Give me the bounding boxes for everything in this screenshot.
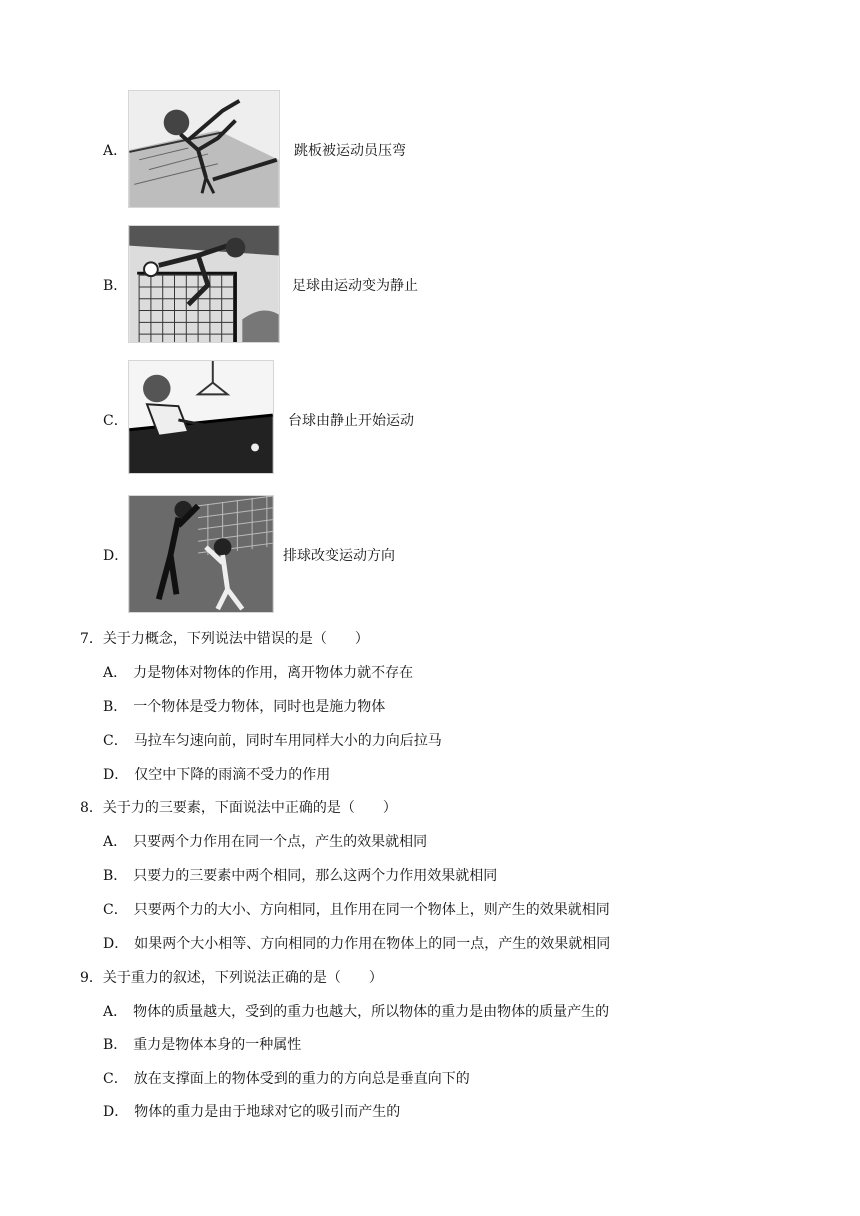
- option-letter: D．: [103, 936, 129, 952]
- question-8-stem: [80, 798, 397, 818]
- question-8-option-c[interactable]: [103, 900, 610, 920]
- question-7-option-a[interactable]: [103, 663, 413, 683]
- question-7-stem: [80, 629, 369, 649]
- option-letter: B．: [103, 1037, 128, 1053]
- option-letter: B．: [103, 868, 128, 884]
- option-letter: A．: [103, 665, 128, 681]
- option-text: 一个物体是受力物体，同时也是施力物体: [133, 699, 386, 715]
- option-text: 力是物体对物体的作用，离开物体力就不存在: [133, 665, 414, 681]
- option-text: 仅空中下降的雨滴不受力的作用: [134, 767, 331, 783]
- option-letter: A．: [103, 834, 128, 850]
- option-letter: C．: [103, 1071, 128, 1087]
- diver-on-springboard-icon: [128, 90, 280, 208]
- option-caption: 跳板被运动员压弯: [294, 143, 406, 159]
- question-text: 关于力的三要素，下面说法中正确的是（ ）: [102, 800, 397, 816]
- question-7-option-b[interactable]: [103, 697, 385, 717]
- option-text: 物体的质量越大，受到的重力也越大，所以物体的重力是由物体的质量产生的: [133, 1004, 610, 1020]
- question-7-option-d[interactable]: [103, 765, 330, 785]
- option-letter: C．: [103, 902, 128, 918]
- option-letter: D．: [103, 767, 129, 783]
- question-9-option-d[interactable]: [103, 1102, 400, 1122]
- question-7-option-c[interactable]: [103, 731, 442, 751]
- question-9-stem: [80, 968, 383, 988]
- option-letter: C．: [103, 733, 128, 749]
- volleyball-players-icon: [128, 495, 274, 613]
- question-8-option-d[interactable]: [103, 934, 610, 954]
- goalkeeper-catching-ball-icon: [128, 225, 280, 343]
- question-text: 关于重力的叙述，下列说法正确的是（ ）: [102, 970, 383, 986]
- option-letter: A．: [103, 143, 128, 159]
- option-text: 马拉车匀速向前，同时车用同样大小的力向后拉马: [133, 733, 442, 749]
- question-9-option-c[interactable]: [103, 1069, 470, 1089]
- option-letter: C．: [103, 413, 128, 429]
- option-letter: A．: [103, 1004, 128, 1020]
- option-text: 只要两个力的大小、方向相同，且作用在同一个物体上，则产生的效果就相同: [133, 902, 610, 918]
- question-8-option-a[interactable]: [103, 832, 427, 852]
- option-text: 放在支撑面上的物体受到的重力的方向总是垂直向下的: [133, 1071, 470, 1087]
- option-text: 如果两个大小相等、方向相同的力作用在物体上的同一点，产生的效果就相同: [134, 936, 611, 952]
- question-9-option-b[interactable]: [103, 1035, 301, 1055]
- option-letter: D．: [103, 548, 129, 564]
- option-caption: 台球由静止开始运动: [288, 413, 414, 429]
- question-9-option-a[interactable]: [103, 1002, 609, 1022]
- question-8-option-b[interactable]: [103, 866, 497, 886]
- question-number: 8．: [80, 800, 103, 816]
- option-text: 重力是物体本身的一种属性: [133, 1037, 302, 1053]
- question-number: 7．: [80, 631, 103, 647]
- option-caption: 排球改变运动方向: [283, 548, 395, 564]
- option-text: 物体的重力是由于地球对它的吸引而产生的: [134, 1104, 401, 1120]
- question-text: 关于力概念，下列说法中错误的是（ ）: [102, 631, 369, 647]
- option-caption: 足球由运动变为静止: [292, 278, 418, 294]
- option-letter: D．: [103, 1104, 129, 1120]
- billiards-player-icon: [128, 360, 274, 474]
- option-text: 只要两个力作用在同一个点，产生的效果就相同: [133, 834, 428, 850]
- option-letter: B．: [103, 699, 128, 715]
- option-text: 只要力的三要素中两个相同，那么这两个力作用效果就相同: [133, 868, 498, 884]
- option-letter: B．: [103, 278, 128, 294]
- question-number: 9．: [80, 970, 103, 986]
